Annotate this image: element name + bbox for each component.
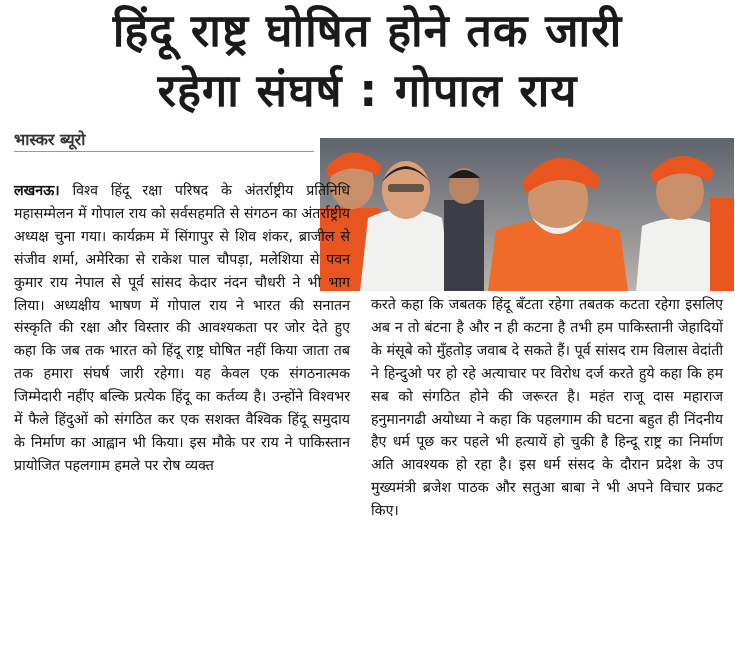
article-text-right: करते कहा कि जबतक हिंदू बँटता रहेगा तबतक कटता रहेगा इसलिए अब न तो बंटना है और न ही कटना है तभी हम पाकिस्तानी जेहादियों के मंसूबे को मुँहतोड़ जवाब दे सकते हैं। पूर्व सांसद राम विलास वेदांती ने हिन्दुओ पर हो रहे अत्याचार पर विरोध दर्ज करते हुये कहा कि हम सब को संगठित होने की जरूरत है। महंत राजू दास महाराज हनुमानगढी अयोध्या ने कहा कि पहलगाम की घटना बहुत ही निंदनीय हैए धर्म पूछ कर पहले भी हत्यायें हो चुकी है हिन्दू राष्ट्र का निर्माण अति आवश्यक हो रहा है। इस धर्म संसद के दौरान प्रदेश के उप मुख्यमंत्री ब्रजेश पाठक और सतुआ बाबा ने भी अपने विचार प्रकट किए। <box>371 297 723 520</box>
article-text-left: विश्व हिंदू रक्षा परिषद के अंतर्राष्ट्रीय प्रतिनिधि महासम्मेलन में गोपाल राय को सर्वसहमति से संगठन का अंतर्राष्ट्रीय अध्यक्ष चुना गया। कार्यक्रम में सिंगापुर से शिव शंकर, ब्राजील से संजीव शर्मा, अमेरिका से राकेश पाल चौपड़ा, मलेशिया से पवन कुमार राय नेपाल से पूर्व सांसद केदार नंदन चौधरी ने भी भाग लिया। अध्यक्षीय भाषण में गोपाल राय ने भारत की सनातन संस्कृति की रक्षा और विस्तार की आवश्यकता पर जोर देते हुए कहा कि जब तक भारत को हिंदू राष्ट्र घोषित नहीं किया जाता तब तक हमारा संघर्ष जारी रहेगा। यह केवल एक संगठनात्मक जिम्मेदारी नहींए बल्कि प्रत्येक हिंदू का कर्तव्य है। उन्होंने विश्वभर में फैले हिंदुओं को संगठित कर एक सशक्त वैश्विक हिंदू समुदाय के निर्माण का आह्वान भी किया। इस मौके पर राय ने पाकिस्तान प्रायोजित पहलगाम हमले पर रोष व्यक्त <box>14 183 350 474</box>
news-photo <box>320 138 734 291</box>
byline: भास्कर ब्यूरो <box>14 130 86 149</box>
headline-line-2: रहेगा संघर्ष : गोपाल राय <box>157 64 578 117</box>
byline-divider <box>14 151 314 152</box>
article-column-left <box>14 180 350 478</box>
headline-line-1: हिंदू राष्ट्र घोषित होने तक जारी <box>112 4 623 57</box>
photo-illustration <box>320 138 734 291</box>
person-background-middle <box>444 168 484 291</box>
dateline: लखनऊ। <box>14 183 60 199</box>
article-paragraph-left <box>14 180 350 478</box>
article-column-right <box>371 294 723 523</box>
